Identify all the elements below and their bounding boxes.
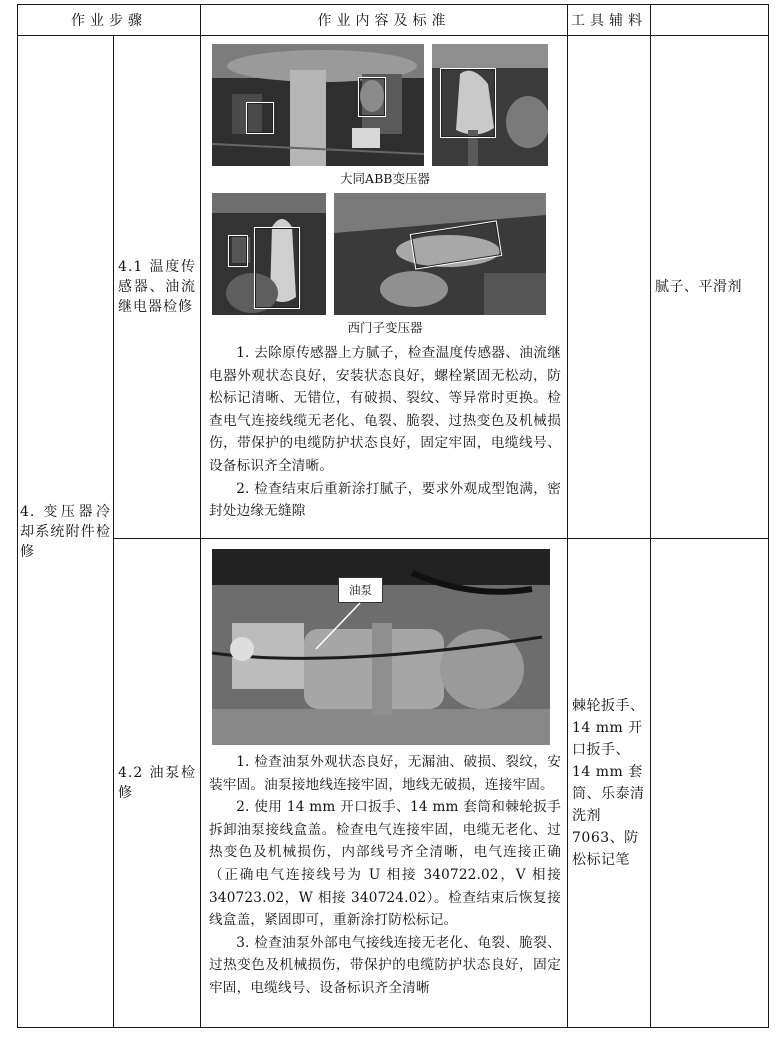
siemens-photo-right xyxy=(334,193,546,315)
photo-row-siemens xyxy=(212,193,561,315)
tools-4-2-empty xyxy=(651,539,769,1028)
header-content: 作业内容及标准 xyxy=(201,5,568,36)
main-step-cell xyxy=(18,36,114,1028)
photo-row-abb xyxy=(212,44,561,166)
siemens-photo-left xyxy=(212,193,326,315)
header-tools: 工具辅料 xyxy=(568,5,651,36)
header-extra xyxy=(651,5,769,36)
section-row-4-2 xyxy=(18,539,769,1028)
paragraph: 3. 检查油泵外部电气接线连接无老化、龟裂、脆裂、过热变色及机械损伤，带保护的电缆防护状态良好，固定牢固，电缆线号、设备标识齐全清晰 xyxy=(209,934,561,996)
paragraph: 2. 检查结束后重新涂打腻子，要求外观成型饱满，密封处边缘无缝隙 xyxy=(209,480,561,520)
oil-pump-callout: 油泵 xyxy=(338,577,383,603)
substep-4-2: 4.2 油泵检修 xyxy=(114,539,201,1028)
highlight-box xyxy=(228,235,248,267)
paragraph: 2. 使用 14 mm 开口扳手、14 mm 套筒和棘轮扳手拆卸油泵接线盒盖。检查电气连接牢固，电缆无老化、过热变色及机械损伤，内部线号齐全清晰，电气连接正确（正确电气连接线号为 U 相接 340722.02，V 相接 340723.02，W 相接 340724.02）。检查结束后恢复接线盒盖，紧固即可，重新涂打防松标记。 xyxy=(209,799,561,929)
content-4-2 xyxy=(201,539,568,1028)
tools-4-1-empty xyxy=(568,36,651,539)
substep-4-1: 4.1 温度传感器、油流继电器检修 xyxy=(114,36,201,539)
abb-photo-left-image xyxy=(212,44,424,166)
callout-leader-line xyxy=(212,549,550,745)
header-step: 作业步骤 xyxy=(18,5,201,36)
procedure-table xyxy=(17,4,769,1028)
caption-abb: 大同ABB变压器 xyxy=(340,171,430,186)
highlight-box xyxy=(254,227,300,309)
content-4-1 xyxy=(201,36,568,539)
highlight-box xyxy=(358,77,386,117)
section-row-4-1 xyxy=(18,36,769,539)
oil-pump-photo xyxy=(212,549,550,745)
paragraph: 1. 检查油泵外观状态良好，无漏油、破损、裂纹，安装牢固。油泵接地线连接牢固，地线无破损，连接牢固。 xyxy=(209,754,561,793)
paragraph: 1. 去除原传感器上方腻子，检查温度传感器、油流继电器外观状态良好，安装状态良好，螺栓紧固无松动，防松标记清晰、无错位，有破损、裂纹、等异常时更换。检查电气连接线缆无老化、龟裂、脆裂、过热变色及机械损伤，带保护的电缆防护状态良好，固定牢固，电缆线号、设备标识齐全清晰。 xyxy=(209,345,561,474)
caption-siemens: 西门子变压器 xyxy=(347,320,423,335)
abb-photo-left xyxy=(212,44,424,166)
tools-4-1: 腻子、平滑剂 xyxy=(651,36,769,539)
abb-photo-right xyxy=(432,44,548,166)
highlight-box xyxy=(246,102,274,134)
header-row xyxy=(18,5,769,36)
tools-4-2: 棘轮扳手、14 mm 开口扳手、14 mm 套筒、乐泰清洗剂 7063、防松标记笔 xyxy=(568,539,651,1028)
main-step-text: 4. 变压器冷却系统附件检修 xyxy=(20,503,111,560)
highlight-box xyxy=(440,68,496,138)
